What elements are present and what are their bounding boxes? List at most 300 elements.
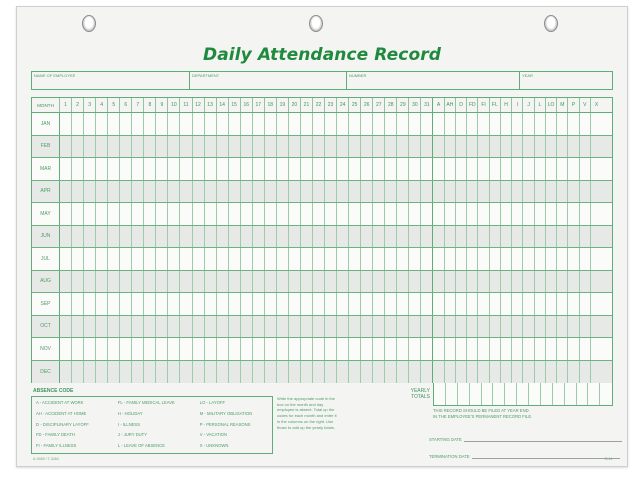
- code-total-cell[interactable]: [467, 338, 478, 360]
- yearly-total-cell[interactable]: [517, 383, 529, 405]
- day-cell[interactable]: [301, 271, 313, 293]
- day-cell[interactable]: [289, 136, 301, 158]
- day-cell[interactable]: [349, 158, 361, 180]
- code-total-cell[interactable]: [512, 316, 523, 338]
- day-cell[interactable]: [289, 158, 301, 180]
- code-total-cell[interactable]: [478, 181, 489, 203]
- day-cell[interactable]: [180, 136, 192, 158]
- code-total-cell[interactable]: [568, 226, 579, 248]
- day-cell[interactable]: [96, 293, 108, 315]
- day-cell[interactable]: [217, 226, 229, 248]
- day-cell[interactable]: [241, 338, 253, 360]
- day-cell[interactable]: [108, 226, 120, 248]
- day-cell[interactable]: [217, 293, 229, 315]
- day-cell[interactable]: [241, 271, 253, 293]
- day-cell[interactable]: [421, 361, 433, 384]
- day-cell[interactable]: [349, 226, 361, 248]
- code-total-cell[interactable]: [557, 136, 568, 158]
- code-total-cell[interactable]: [557, 226, 568, 248]
- day-cell[interactable]: [132, 271, 144, 293]
- day-cell[interactable]: [265, 226, 277, 248]
- day-cell[interactable]: [205, 226, 217, 248]
- code-total-cell[interactable]: [512, 248, 523, 270]
- day-cell[interactable]: [313, 226, 325, 248]
- code-total-cell[interactable]: [523, 293, 534, 315]
- code-total-cell[interactable]: [591, 181, 602, 203]
- day-cell[interactable]: [96, 158, 108, 180]
- day-cell[interactable]: [385, 203, 397, 225]
- day-cell[interactable]: [373, 338, 385, 360]
- code-total-cell[interactable]: [456, 136, 467, 158]
- code-total-cell[interactable]: [490, 248, 501, 270]
- day-cell[interactable]: [108, 293, 120, 315]
- code-total-cell[interactable]: [546, 293, 557, 315]
- day-cell[interactable]: [253, 113, 265, 135]
- code-total-cell[interactable]: [591, 316, 602, 338]
- yearly-total-cell[interactable]: [493, 383, 505, 405]
- code-total-cell[interactable]: [557, 158, 568, 180]
- day-cell[interactable]: [313, 113, 325, 135]
- day-cell[interactable]: [72, 271, 84, 293]
- day-cell[interactable]: [337, 293, 349, 315]
- day-cell[interactable]: [241, 248, 253, 270]
- day-cell[interactable]: [72, 248, 84, 270]
- code-total-cell[interactable]: [478, 203, 489, 225]
- day-cell[interactable]: [277, 271, 289, 293]
- day-cell[interactable]: [421, 136, 433, 158]
- code-total-cell[interactable]: [478, 136, 489, 158]
- code-total-cell[interactable]: [512, 136, 523, 158]
- code-total-cell[interactable]: [591, 113, 602, 135]
- day-cell[interactable]: [265, 158, 277, 180]
- day-cell[interactable]: [205, 316, 217, 338]
- code-total-cell[interactable]: [467, 113, 478, 135]
- day-cell[interactable]: [84, 248, 96, 270]
- code-total-cell[interactable]: [546, 338, 557, 360]
- code-total-cell[interactable]: [512, 271, 523, 293]
- day-cell[interactable]: [361, 136, 373, 158]
- yearly-total-cell[interactable]: [577, 383, 589, 405]
- day-cell[interactable]: [265, 361, 277, 384]
- day-cell[interactable]: [144, 158, 156, 180]
- day-cell[interactable]: [325, 203, 337, 225]
- day-cell[interactable]: [84, 338, 96, 360]
- day-cell[interactable]: [72, 113, 84, 135]
- day-cell[interactable]: [217, 361, 229, 384]
- code-total-cell[interactable]: [523, 136, 534, 158]
- day-cell[interactable]: [373, 181, 385, 203]
- day-cell[interactable]: [168, 226, 180, 248]
- code-total-cell[interactable]: [478, 113, 489, 135]
- day-cell[interactable]: [132, 203, 144, 225]
- day-cell[interactable]: [96, 271, 108, 293]
- day-cell[interactable]: [265, 248, 277, 270]
- code-total-cell[interactable]: [490, 316, 501, 338]
- year-field[interactable]: [520, 72, 612, 89]
- day-cell[interactable]: [277, 203, 289, 225]
- day-cell[interactable]: [132, 338, 144, 360]
- code-total-cell[interactable]: [568, 181, 579, 203]
- code-total-cell[interactable]: [523, 203, 534, 225]
- day-cell[interactable]: [409, 203, 421, 225]
- code-total-cell[interactable]: [445, 248, 456, 270]
- day-cell[interactable]: [373, 361, 385, 384]
- day-cell[interactable]: [265, 136, 277, 158]
- day-cell[interactable]: [60, 361, 72, 384]
- day-cell[interactable]: [241, 181, 253, 203]
- day-cell[interactable]: [289, 113, 301, 135]
- day-cell[interactable]: [120, 181, 132, 203]
- day-cell[interactable]: [361, 361, 373, 384]
- day-cell[interactable]: [120, 226, 132, 248]
- day-cell[interactable]: [265, 293, 277, 315]
- day-cell[interactable]: [168, 361, 180, 384]
- code-total-cell[interactable]: [535, 293, 546, 315]
- day-cell[interactable]: [325, 338, 337, 360]
- day-cell[interactable]: [349, 113, 361, 135]
- code-total-cell[interactable]: [490, 158, 501, 180]
- day-cell[interactable]: [397, 361, 409, 384]
- termination-date-field[interactable]: [429, 454, 620, 459]
- day-cell[interactable]: [313, 271, 325, 293]
- day-cell[interactable]: [120, 271, 132, 293]
- day-cell[interactable]: [120, 203, 132, 225]
- day-cell[interactable]: [253, 271, 265, 293]
- yearly-total-cell[interactable]: [588, 383, 600, 405]
- day-cell[interactable]: [193, 361, 205, 384]
- day-cell[interactable]: [385, 293, 397, 315]
- code-total-cell[interactable]: [501, 361, 512, 384]
- day-cell[interactable]: [373, 226, 385, 248]
- day-cell[interactable]: [361, 181, 373, 203]
- day-cell[interactable]: [168, 136, 180, 158]
- day-cell[interactable]: [265, 271, 277, 293]
- day-cell[interactable]: [409, 338, 421, 360]
- code-total-cell[interactable]: [478, 226, 489, 248]
- code-total-cell[interactable]: [456, 248, 467, 270]
- day-cell[interactable]: [180, 338, 192, 360]
- day-cell[interactable]: [397, 293, 409, 315]
- day-cell[interactable]: [301, 226, 313, 248]
- day-cell[interactable]: [265, 203, 277, 225]
- day-cell[interactable]: [265, 316, 277, 338]
- code-total-cell[interactable]: [445, 293, 456, 315]
- day-cell[interactable]: [60, 158, 72, 180]
- code-total-cell[interactable]: [456, 271, 467, 293]
- day-cell[interactable]: [60, 136, 72, 158]
- code-total-cell[interactable]: [557, 113, 568, 135]
- day-cell[interactable]: [241, 226, 253, 248]
- day-cell[interactable]: [229, 136, 241, 158]
- code-total-cell[interactable]: [512, 181, 523, 203]
- day-cell[interactable]: [277, 338, 289, 360]
- yearly-total-cell[interactable]: [446, 383, 458, 405]
- day-cell[interactable]: [72, 181, 84, 203]
- day-cell[interactable]: [180, 158, 192, 180]
- day-cell[interactable]: [289, 338, 301, 360]
- day-cell[interactable]: [337, 226, 349, 248]
- day-cell[interactable]: [337, 316, 349, 338]
- day-cell[interactable]: [132, 226, 144, 248]
- day-cell[interactable]: [301, 113, 313, 135]
- day-cell[interactable]: [265, 338, 277, 360]
- day-cell[interactable]: [120, 293, 132, 315]
- day-cell[interactable]: [180, 226, 192, 248]
- day-cell[interactable]: [289, 316, 301, 338]
- day-cell[interactable]: [144, 203, 156, 225]
- day-cell[interactable]: [409, 226, 421, 248]
- code-total-cell[interactable]: [478, 338, 489, 360]
- day-cell[interactable]: [337, 248, 349, 270]
- day-cell[interactable]: [156, 293, 168, 315]
- code-total-cell[interactable]: [433, 181, 444, 203]
- day-cell[interactable]: [373, 203, 385, 225]
- day-cell[interactable]: [168, 293, 180, 315]
- code-total-cell[interactable]: [478, 361, 489, 384]
- code-total-cell[interactable]: [433, 293, 444, 315]
- day-cell[interactable]: [205, 181, 217, 203]
- code-total-cell[interactable]: [591, 226, 602, 248]
- day-cell[interactable]: [361, 203, 373, 225]
- day-cell[interactable]: [144, 113, 156, 135]
- code-total-cell[interactable]: [467, 361, 478, 384]
- day-cell[interactable]: [60, 248, 72, 270]
- day-cell[interactable]: [349, 338, 361, 360]
- day-cell[interactable]: [361, 293, 373, 315]
- day-cell[interactable]: [397, 316, 409, 338]
- code-total-cell[interactable]: [580, 203, 591, 225]
- day-cell[interactable]: [84, 226, 96, 248]
- day-cell[interactable]: [385, 136, 397, 158]
- code-total-cell[interactable]: [568, 293, 579, 315]
- code-total-cell[interactable]: [501, 113, 512, 135]
- code-total-cell[interactable]: [490, 271, 501, 293]
- day-cell[interactable]: [325, 248, 337, 270]
- code-total-cell[interactable]: [535, 361, 546, 384]
- starting-date-field[interactable]: [429, 437, 622, 442]
- code-total-cell[interactable]: [535, 226, 546, 248]
- day-cell[interactable]: [205, 293, 217, 315]
- day-cell[interactable]: [349, 136, 361, 158]
- yearly-total-cell[interactable]: [565, 383, 577, 405]
- day-cell[interactable]: [337, 113, 349, 135]
- day-cell[interactable]: [156, 226, 168, 248]
- code-total-cell[interactable]: [433, 316, 444, 338]
- day-cell[interactable]: [132, 158, 144, 180]
- code-total-cell[interactable]: [512, 226, 523, 248]
- day-cell[interactable]: [229, 158, 241, 180]
- day-cell[interactable]: [409, 113, 421, 135]
- day-cell[interactable]: [193, 248, 205, 270]
- code-total-cell[interactable]: [546, 113, 557, 135]
- code-total-cell[interactable]: [456, 226, 467, 248]
- code-total-cell[interactable]: [445, 361, 456, 384]
- code-total-cell[interactable]: [501, 316, 512, 338]
- department-field[interactable]: [190, 72, 347, 89]
- code-total-cell[interactable]: [501, 338, 512, 360]
- day-cell[interactable]: [180, 181, 192, 203]
- code-total-cell[interactable]: [568, 203, 579, 225]
- day-cell[interactable]: [361, 226, 373, 248]
- day-cell[interactable]: [385, 361, 397, 384]
- code-total-cell[interactable]: [580, 338, 591, 360]
- day-cell[interactable]: [421, 158, 433, 180]
- day-cell[interactable]: [397, 248, 409, 270]
- yearly-total-cell[interactable]: [529, 383, 541, 405]
- code-total-cell[interactable]: [456, 158, 467, 180]
- day-cell[interactable]: [193, 136, 205, 158]
- day-cell[interactable]: [325, 181, 337, 203]
- day-cell[interactable]: [313, 316, 325, 338]
- day-cell[interactable]: [397, 113, 409, 135]
- day-cell[interactable]: [397, 338, 409, 360]
- day-cell[interactable]: [72, 136, 84, 158]
- day-cell[interactable]: [301, 361, 313, 384]
- day-cell[interactable]: [373, 136, 385, 158]
- day-cell[interactable]: [229, 271, 241, 293]
- day-cell[interactable]: [409, 316, 421, 338]
- code-total-cell[interactable]: [535, 271, 546, 293]
- day-cell[interactable]: [409, 248, 421, 270]
- code-total-cell[interactable]: [591, 293, 602, 315]
- day-cell[interactable]: [397, 181, 409, 203]
- day-cell[interactable]: [168, 158, 180, 180]
- code-total-cell[interactable]: [445, 136, 456, 158]
- code-total-cell[interactable]: [456, 203, 467, 225]
- day-cell[interactable]: [193, 181, 205, 203]
- code-total-cell[interactable]: [557, 338, 568, 360]
- day-cell[interactable]: [421, 293, 433, 315]
- code-total-cell[interactable]: [501, 203, 512, 225]
- day-cell[interactable]: [120, 248, 132, 270]
- code-total-cell[interactable]: [467, 158, 478, 180]
- day-cell[interactable]: [349, 181, 361, 203]
- day-cell[interactable]: [144, 271, 156, 293]
- day-cell[interactable]: [229, 361, 241, 384]
- day-cell[interactable]: [385, 113, 397, 135]
- code-total-cell[interactable]: [591, 136, 602, 158]
- day-cell[interactable]: [313, 136, 325, 158]
- day-cell[interactable]: [325, 226, 337, 248]
- day-cell[interactable]: [156, 158, 168, 180]
- code-total-cell[interactable]: [433, 136, 444, 158]
- day-cell[interactable]: [156, 113, 168, 135]
- code-total-cell[interactable]: [546, 226, 557, 248]
- day-cell[interactable]: [156, 248, 168, 270]
- code-total-cell[interactable]: [535, 181, 546, 203]
- day-cell[interactable]: [397, 203, 409, 225]
- code-total-cell[interactable]: [557, 203, 568, 225]
- day-cell[interactable]: [277, 226, 289, 248]
- code-total-cell[interactable]: [523, 248, 534, 270]
- day-cell[interactable]: [373, 293, 385, 315]
- day-cell[interactable]: [84, 113, 96, 135]
- day-cell[interactable]: [337, 136, 349, 158]
- code-total-cell[interactable]: [467, 226, 478, 248]
- code-total-cell[interactable]: [580, 226, 591, 248]
- day-cell[interactable]: [361, 113, 373, 135]
- day-cell[interactable]: [84, 136, 96, 158]
- code-total-cell[interactable]: [535, 248, 546, 270]
- day-cell[interactable]: [277, 158, 289, 180]
- code-total-cell[interactable]: [523, 181, 534, 203]
- code-total-cell[interactable]: [456, 338, 467, 360]
- day-cell[interactable]: [301, 293, 313, 315]
- day-cell[interactable]: [168, 181, 180, 203]
- day-cell[interactable]: [108, 136, 120, 158]
- code-total-cell[interactable]: [456, 113, 467, 135]
- code-total-cell[interactable]: [490, 226, 501, 248]
- day-cell[interactable]: [96, 226, 108, 248]
- code-total-cell[interactable]: [445, 338, 456, 360]
- code-total-cell[interactable]: [445, 181, 456, 203]
- day-cell[interactable]: [349, 248, 361, 270]
- day-cell[interactable]: [397, 226, 409, 248]
- code-total-cell[interactable]: [580, 293, 591, 315]
- code-total-cell[interactable]: [467, 203, 478, 225]
- day-cell[interactable]: [60, 316, 72, 338]
- day-cell[interactable]: [265, 113, 277, 135]
- day-cell[interactable]: [120, 338, 132, 360]
- day-cell[interactable]: [156, 271, 168, 293]
- day-cell[interactable]: [108, 158, 120, 180]
- day-cell[interactable]: [301, 338, 313, 360]
- code-total-cell[interactable]: [512, 113, 523, 135]
- code-total-cell[interactable]: [546, 271, 557, 293]
- day-cell[interactable]: [84, 158, 96, 180]
- day-cell[interactable]: [229, 226, 241, 248]
- day-cell[interactable]: [96, 181, 108, 203]
- code-total-cell[interactable]: [490, 181, 501, 203]
- day-cell[interactable]: [144, 181, 156, 203]
- day-cell[interactable]: [120, 316, 132, 338]
- day-cell[interactable]: [132, 293, 144, 315]
- code-total-cell[interactable]: [433, 271, 444, 293]
- day-cell[interactable]: [168, 203, 180, 225]
- day-cell[interactable]: [349, 203, 361, 225]
- day-cell[interactable]: [337, 338, 349, 360]
- day-cell[interactable]: [373, 248, 385, 270]
- code-total-cell[interactable]: [490, 338, 501, 360]
- code-total-cell[interactable]: [501, 226, 512, 248]
- day-cell[interactable]: [72, 158, 84, 180]
- code-total-cell[interactable]: [546, 248, 557, 270]
- day-cell[interactable]: [373, 113, 385, 135]
- day-cell[interactable]: [421, 338, 433, 360]
- code-total-cell[interactable]: [568, 113, 579, 135]
- employee-name-field[interactable]: [32, 72, 190, 89]
- code-total-cell[interactable]: [535, 316, 546, 338]
- code-total-cell[interactable]: [568, 361, 579, 384]
- day-cell[interactable]: [349, 316, 361, 338]
- day-cell[interactable]: [253, 158, 265, 180]
- day-cell[interactable]: [253, 136, 265, 158]
- code-total-cell[interactable]: [478, 293, 489, 315]
- day-cell[interactable]: [397, 271, 409, 293]
- code-total-cell[interactable]: [467, 136, 478, 158]
- code-total-cell[interactable]: [568, 136, 579, 158]
- day-cell[interactable]: [277, 181, 289, 203]
- code-total-cell[interactable]: [546, 136, 557, 158]
- day-cell[interactable]: [229, 338, 241, 360]
- day-cell[interactable]: [144, 361, 156, 384]
- day-cell[interactable]: [421, 248, 433, 270]
- code-total-cell[interactable]: [467, 181, 478, 203]
- day-cell[interactable]: [84, 361, 96, 384]
- day-cell[interactable]: [409, 181, 421, 203]
- day-cell[interactable]: [60, 226, 72, 248]
- day-cell[interactable]: [277, 136, 289, 158]
